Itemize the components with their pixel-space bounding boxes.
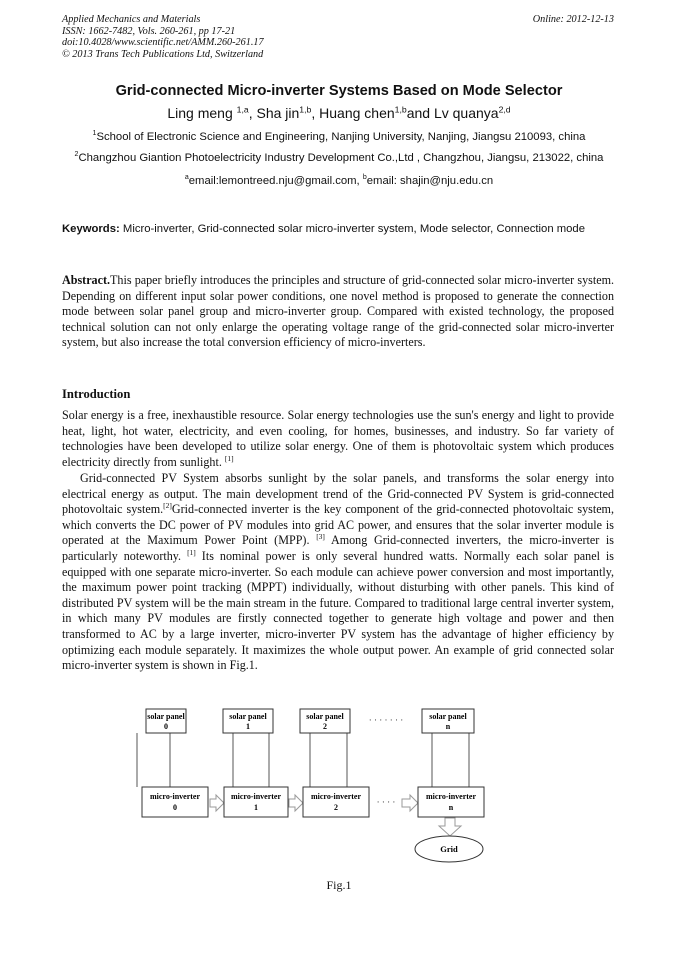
paragraph-text: Grid-connected inverter is the key component of the grid-connected photovoltaic system, which converts the DC power of PV modules into grid AC power, and ensures that the solar inverter module is operated at the Maximum Power Point (MPP). [62, 502, 614, 548]
keywords [62, 222, 614, 237]
abstract-label: Abstract. [62, 273, 111, 287]
affiliation-text: Changzhou Giantion Photoelectricity Industry Development Co.,Ltd , Changzhou, Jiangsu, 213022, china [78, 152, 604, 164]
chain-arrow [210, 795, 224, 811]
doi-line: doi:10.4028/www.scientific.net/AMM.260-261.17 [62, 37, 264, 49]
paragraph-text: Its nominal power is only several hundred watts. Normally each solar panel is equipped with one separate micro-inverter. So each module can achieve power conversion and most importantly, the maximum power point tracking (MPPT) individually, without disturbing with other panels. This kind of distributed PV system will be the main stream in the future. Compared to traditional large central inverter system, in which many PV modules are firstly connected together to generate high voltage and power and then transformed to AC by a large inverter, micro-inverter PV system has the advantage of higher efficiency by optimizing each module separately. It maximizes the whole output power. An example of grid connected solar micro-inverter system is shown in Fig.1. [62, 548, 614, 673]
citation: [3] [316, 532, 325, 542]
inverter-index: n [448, 803, 454, 812]
title-block [40, 82, 638, 188]
grid-label: Grid [440, 844, 458, 854]
author-emails [40, 174, 638, 188]
online-date: Online: 2012-12-13 [532, 14, 614, 25]
chain-arrow [402, 795, 418, 811]
ellipsis-bottom: · · · · [376, 797, 396, 807]
paragraph-text: Among Grid-connected inverters, the micro-inverter is particularly noteworthy. [62, 533, 615, 563]
solar-panel-n [422, 709, 474, 733]
citation: [2] [163, 501, 172, 511]
figure-caption: Fig.1 [326, 878, 352, 892]
micro-inverter-2 [303, 787, 369, 817]
section-heading: Introduction [62, 387, 131, 401]
chain-arrow [289, 795, 303, 811]
journal-header [62, 14, 614, 60]
author-name: and Lv quanya [406, 105, 499, 121]
paragraph-text: Grid-connected PV System absorbs sunlight by the solar panels, and transforms the solar energy into electrical energy as output. The main development trend of the Grid-connected PV System is grid-connected photovoltaic system. [62, 471, 614, 517]
inverter-index: 0 [173, 803, 177, 812]
issn-line: ISSN: 1662-7482, Vols. 260-261, pp 17-21 [62, 25, 236, 37]
panel-inverter-connectors [137, 733, 469, 787]
panel-index: 1 [246, 722, 250, 731]
paragraph-text: Solar energy is a free, inexhaustible resource. Solar energy technologies use the sun's energy and light to provide heat, light, hot water, electricity, and even cooling, for homes, businesses, and industry. So far variety of technologies have been developed to utilize solar energy. One of them is photovoltaic system which produces electricity directly from sunlight. [62, 408, 614, 469]
solar-panel-0 [146, 709, 186, 733]
panel-index: 2 [323, 722, 327, 731]
paper-title: Grid-connected Micro-inverter Systems Based on Mode Selector [115, 83, 563, 99]
inverter-label: micro-inverter [149, 792, 201, 801]
micro-inverter-1 [224, 787, 288, 817]
inverter-index: 2 [334, 803, 338, 812]
keywords-text: Micro-inverter, Grid-connected solar micro-inverter system, Mode selector, Connection mode [119, 223, 585, 235]
solar-panel-1 [223, 709, 273, 733]
citation: [1] [224, 453, 234, 463]
email-b[interactable]: email: shajin@nju.edu.cn [366, 175, 494, 187]
affiliation-2 [40, 151, 638, 166]
intro-paragraph-1 [62, 408, 614, 470]
journal-name: Applied Mechanics and Materials [62, 14, 201, 25]
author-affiliation-mark: 1,a [236, 104, 249, 115]
email-mark: a [184, 174, 189, 182]
email-mark: b [362, 174, 367, 182]
author-affiliation-mark: 1,b [299, 104, 312, 115]
inverter-label: micro-inverter [425, 792, 477, 801]
panel-label: solar panel [147, 712, 185, 721]
ellipsis-top: · · · · · · · [368, 715, 404, 725]
citation: [1] [187, 547, 196, 557]
inverter-index: 1 [254, 803, 258, 812]
affiliation-mark: 1 [92, 130, 97, 138]
grid-node [415, 836, 483, 862]
panel-index: 0 [164, 722, 168, 731]
copyright-line: © 2013 Trans Tech Publications Ltd, Switzerland [62, 48, 264, 60]
email-a[interactable]: email:lemontreed.nju@gmail.com, [188, 175, 363, 187]
abstract [62, 273, 614, 351]
author-name: , Sha jin [248, 105, 300, 121]
affiliation-1 [40, 130, 638, 144]
panel-label: solar panel [429, 712, 467, 721]
grid-arrow [439, 818, 461, 836]
panel-label: solar panel [229, 712, 267, 721]
author-affiliation-mark: 2,d [498, 104, 511, 115]
affiliation-mark: 2 [74, 151, 79, 159]
abstract-text: This paper briefly introduces the principles and structure of grid-connected solar micro-inverter system. Depending on different input solar power conditions, one novel method is proposed to generate the connection mode between solar panel group and micro-inverter group. Compared with existed technology, the proposed technical solution can not only enlarge the operating voltage range of the grid-connected solar micro-inverter system, but also increase the total conversion efficiency of micro-inverters. [62, 273, 614, 350]
author-name: Ling meng [167, 105, 237, 121]
panel-index: n [445, 722, 451, 731]
micro-inverter-n [418, 787, 484, 817]
keywords-label: Keywords: [62, 223, 120, 235]
author-list [40, 104, 638, 122]
author-name: , Huang chen [311, 105, 395, 121]
inverter-label: micro-inverter [230, 792, 282, 801]
solar-panel-2 [300, 709, 350, 733]
author-affiliation-mark: 1,b [394, 104, 407, 115]
micro-inverter-0 [142, 787, 208, 817]
system-diagram [130, 700, 550, 880]
intro-paragraph-2 [62, 471, 614, 674]
affiliation-text: School of Electronic Science and Engineering, Nanjing University, Nanjing, Jiangsu 210093, china [96, 131, 586, 143]
inverter-label: micro-inverter [310, 792, 362, 801]
panel-label: solar panel [306, 712, 344, 721]
